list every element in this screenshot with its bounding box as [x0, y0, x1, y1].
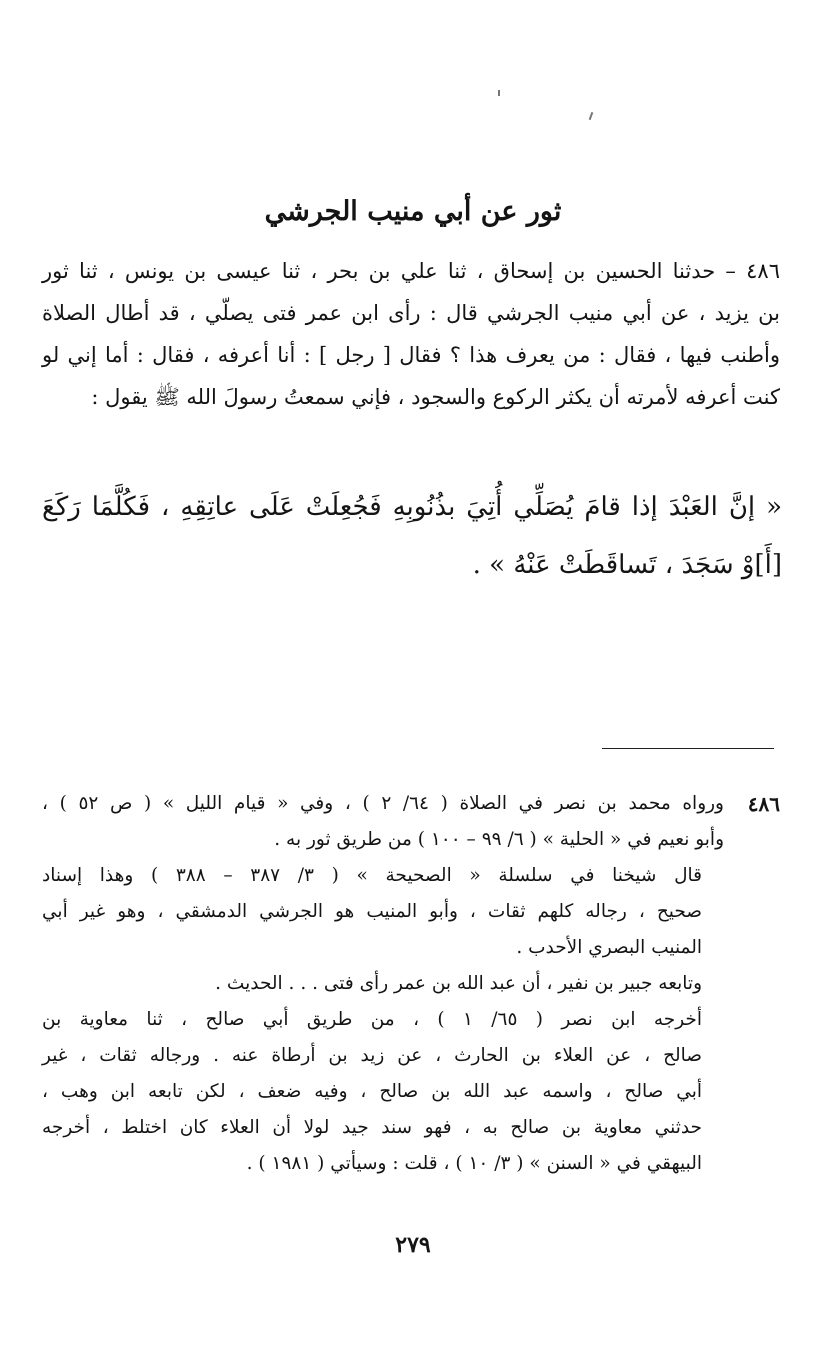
page-number: ٢٧٩ — [395, 1232, 431, 1258]
footnote-line: المنيب البصري الأحدب . — [516, 937, 702, 958]
quote-line: [أَ]وْ سَجَدَ ، تَساقَطَتْ عَنْهُ » . — [472, 550, 782, 580]
footnote-body — [42, 786, 724, 1182]
footnote-line: أخرجه ابن نصر ( ٦٥/ ١ ) ، من طريق أبي صالح ، ثنا معاوية بن — [42, 1009, 702, 1030]
footnote-line: وأبو نعيم في « الحلية » ( ٦/ ٩٩ – ١٠٠ ) من طريق ثور به . — [274, 829, 724, 850]
footnote-line: صالح ، عن العلاء بن الحارث ، عن زيد بن أرطاة عنه . ورجاله ثقات ، غير — [42, 1045, 702, 1066]
footnote-line: وتابعه جبير بن نفير ، أن عبد الله بن عمر رأى فتى . . . الحديث . — [215, 973, 702, 994]
footnote-number: ٤٨٦ — [747, 792, 780, 816]
footnote-paragraph — [42, 966, 724, 1002]
scan-speck — [498, 90, 500, 96]
quote-line: « إنَّ العَبْدَ إذا قامَ يُصَلِّي أُتِيَ بذُنُوبِهِ فَجُعِلَتْ عَلَى عاتِقِهِ ، فَكُلَّمَا رَكَعَ — [42, 492, 782, 522]
hadith-line: وأطنب فيها ، فقال : من يعرف هذا ؟ فقال [ رجل ] : أنا أعرفه ، فقال : أما إني لو — [42, 343, 780, 367]
footnote-divider — [602, 748, 774, 749]
footnote-line: ورواه محمد بن نصر في الصلاة ( ٦٤/ ٢ ) ، وفي « قيام الليل » ( ص ٥٢ ) ، — [42, 793, 724, 814]
hadith-line: بن يزيد ، عن أبي منيب الجرشي قال : رأى ابن عمر فتى يصلّي ، قد أطال الصلاة — [42, 301, 780, 325]
hadith-text — [42, 250, 780, 418]
scan-speck — [589, 112, 594, 120]
footnote-line: صحيح ، رجاله كلهم ثقات ، وأبو المنيب هو الجرشي الدمشقي ، وهو غير أبي — [42, 901, 702, 922]
footnote-paragraph — [42, 858, 724, 966]
hadith-line: كنت أعرفه لأمرته أن يكثر الركوع والسجود ، فإني سمعتُ رسولَ الله ﷺ يقول : — [91, 385, 780, 409]
footnote-paragraph — [42, 1002, 724, 1182]
chapter-title: ثور عن أبي منيب الجرشي — [264, 196, 562, 227]
footnote-line: البيهقي في « السنن » ( ٣/ ١٠ ) ، قلت : وسيأتي ( ١٩٨١ ) . — [246, 1153, 702, 1174]
footnote-paragraph — [42, 786, 724, 858]
footnote-line: قال شيخنا في سلسلة « الصحيحة » ( ٣/ ٣٨٧ – ٣٨٨ ) وهذا إسناد — [42, 865, 702, 886]
footnote-line: حدثني معاوية بن صالح به ، فهو سند جيد لولا أن العلاء كان اختلط ، أخرجه — [42, 1117, 702, 1138]
prophetic-quote — [42, 478, 782, 594]
footnote-section — [42, 786, 780, 1182]
footnote-line: أبي صالح ، واسمه عبد الله بن صالح ، وفيه ضعف ، لكن تابعه ابن وهب ، — [42, 1081, 702, 1102]
hadith-line: ٤٨٦ – حدثنا الحسين بن إسحاق ، ثنا علي بن بحر ، ثنا عيسى بن يونس ، ثنا ثور — [42, 259, 780, 283]
